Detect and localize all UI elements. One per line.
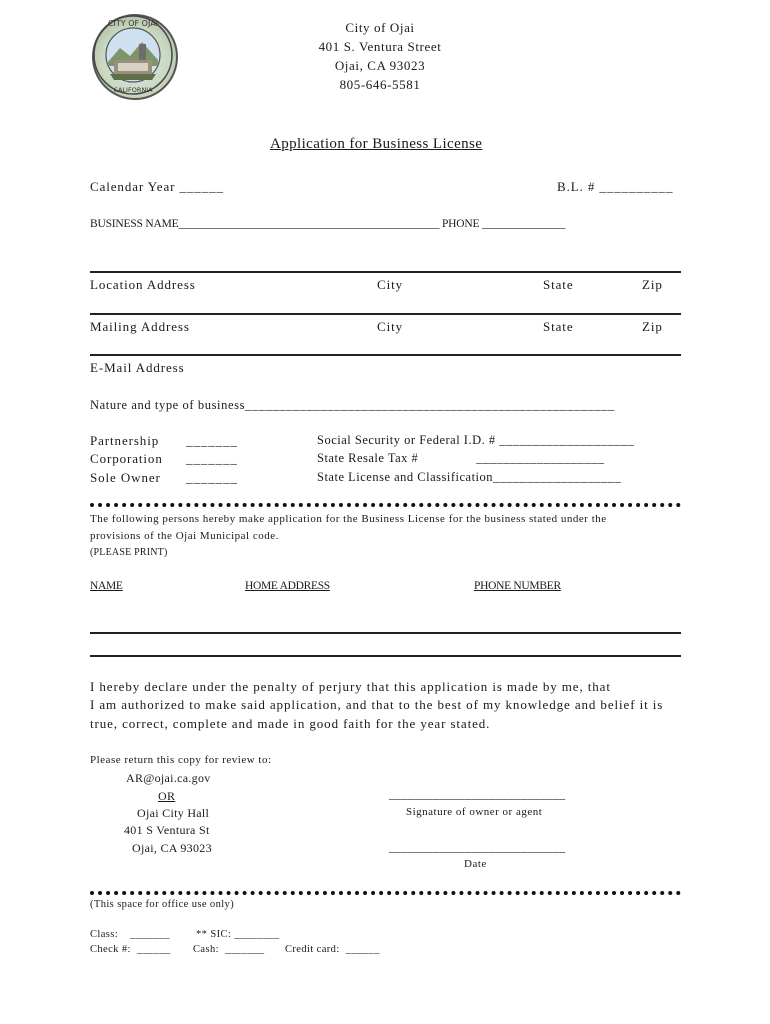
office-cash-field[interactable]: Cash: _______ bbox=[193, 944, 265, 955]
email-address-field[interactable]: E-Mail Address bbox=[90, 360, 185, 375]
office-class-field[interactable]: Class: _______ bbox=[90, 929, 170, 940]
header-citystate: Ojai, CA 93023 bbox=[334, 58, 426, 73]
divider-rule bbox=[90, 354, 681, 356]
location-city-label: City bbox=[377, 277, 403, 292]
return-or: OR bbox=[158, 789, 176, 803]
signature-label: Signature of owner or agent bbox=[406, 806, 543, 818]
calendar-year-field[interactable]: Calendar Year ______ bbox=[90, 179, 224, 194]
partnership-label: Partnership bbox=[90, 433, 160, 448]
bl-number-field[interactable]: B.L. # __________ bbox=[557, 179, 674, 194]
corporation-label: Corporation bbox=[90, 451, 163, 466]
mailing-address-label: Mailing Address bbox=[90, 319, 190, 334]
resale-tax-field[interactable]: State Resale Tax # ___________________ bbox=[317, 451, 605, 465]
mailing-city-label: City bbox=[377, 319, 403, 334]
mailing-zip-label: Zip bbox=[642, 319, 663, 334]
form-title: Application for Business License bbox=[270, 136, 483, 152]
dotted-divider bbox=[90, 891, 681, 895]
sole-owner-label: Sole Owner bbox=[90, 470, 161, 485]
office-use-caption: (This space for office use only) bbox=[90, 899, 235, 910]
office-credit-card-field[interactable]: Credit card: ______ bbox=[285, 944, 380, 955]
office-check-field[interactable]: Check #: ______ bbox=[90, 944, 171, 955]
applicant-entry-line[interactable] bbox=[90, 655, 681, 657]
column-phone-number-header: PHONE NUMBER bbox=[474, 580, 561, 592]
location-zip-label: Zip bbox=[642, 277, 663, 292]
business-name-phone-field[interactable]: BUSINESS NAME_______________________________________________ PHONE _______________ bbox=[90, 218, 566, 230]
column-name-header: NAME bbox=[90, 580, 123, 592]
date-line[interactable]: ____________________________ bbox=[389, 840, 566, 854]
location-address-label: Location Address bbox=[90, 277, 196, 292]
declaration-line2: I am authorized to make said application, and that to the best of my knowledge and belief it is bbox=[90, 697, 664, 712]
please-print-note: (PLEASE PRINT) bbox=[90, 547, 168, 558]
return-office: Ojai City Hall bbox=[137, 806, 210, 820]
declaration-line1: I hereby declare under the penalty of perjury that this application is made by me, that bbox=[90, 679, 611, 694]
location-state-label: State bbox=[543, 277, 574, 292]
header-phone: 805-646-5581 bbox=[339, 77, 421, 92]
return-intro: Please return this copy for review to: bbox=[90, 754, 272, 766]
sole-owner-blank[interactable]: _______ bbox=[186, 470, 238, 485]
nature-of-business-field[interactable]: Nature and type of business______________________________________________________ bbox=[90, 398, 615, 412]
seal-bottom-text: CALIFORNIA bbox=[113, 86, 153, 94]
persons-intro-line1: The following persons hereby make application for the Business License for the business stated under the bbox=[90, 513, 607, 525]
header-city: City of Ojai bbox=[345, 20, 415, 35]
corporation-blank[interactable]: _______ bbox=[186, 451, 238, 466]
header-street: 401 S. Ventura Street bbox=[318, 39, 442, 54]
mailing-state-label: State bbox=[543, 319, 574, 334]
return-city: Ojai, CA 93023 bbox=[132, 841, 212, 855]
date-label: Date bbox=[464, 858, 487, 870]
signature-line[interactable]: ____________________________ bbox=[389, 787, 566, 801]
applicant-entry-line[interactable] bbox=[90, 632, 681, 634]
divider-rule bbox=[90, 313, 681, 315]
office-sic-field[interactable]: ** SIC: ________ bbox=[196, 929, 280, 940]
declaration-line3: true, correct, complete and made in good faith for the year stated. bbox=[90, 716, 491, 731]
seal-top-text: CITY OF OJAI bbox=[107, 19, 159, 28]
divider-rule bbox=[90, 271, 681, 273]
persons-intro-line2: provisions of the Ojai Municipal code. bbox=[90, 530, 279, 542]
partnership-blank[interactable]: _______ bbox=[186, 433, 238, 448]
return-street: 401 S Ventura St bbox=[124, 823, 210, 837]
federal-id-field[interactable]: Social Security or Federal I.D. # ____________________ bbox=[317, 433, 635, 447]
city-seal-logo bbox=[92, 14, 178, 100]
dotted-divider bbox=[90, 503, 681, 507]
return-email: AR@ojai.ca.gov bbox=[126, 771, 211, 785]
state-license-field[interactable]: State License and Classification___________________ bbox=[317, 470, 622, 484]
column-home-address-header: HOME ADDRESS bbox=[245, 580, 330, 592]
